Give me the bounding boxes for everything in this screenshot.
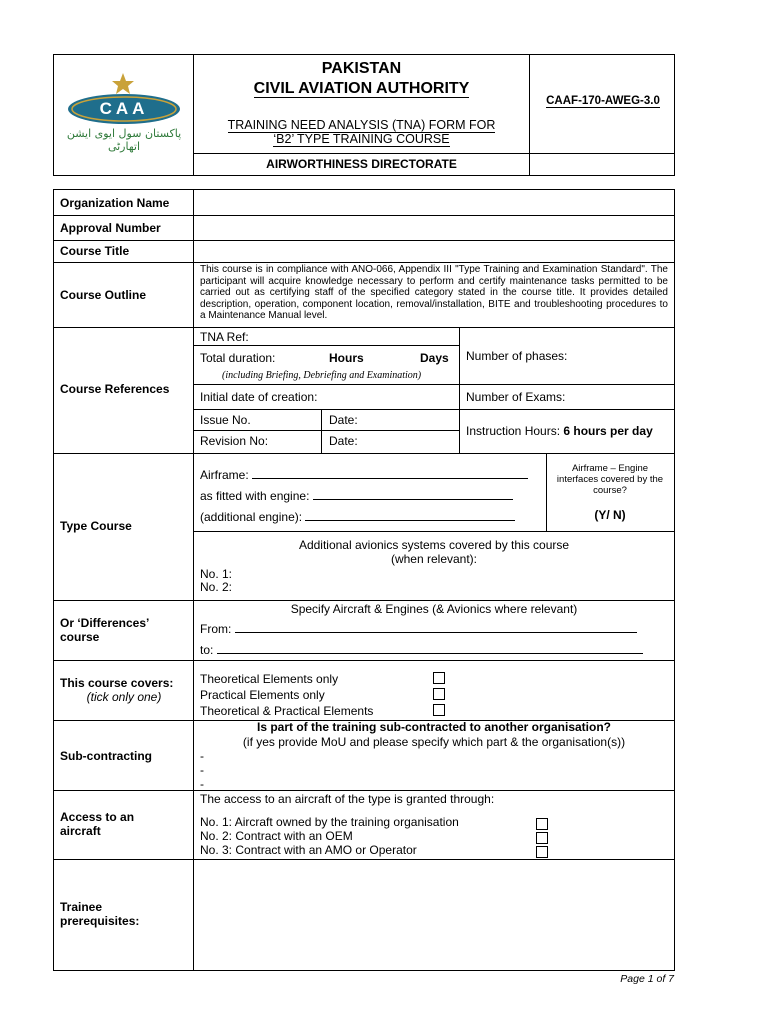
- label-org-name: Organization Name: [60, 196, 170, 210]
- subcontracting-entry-2[interactable]: -: [200, 763, 204, 777]
- document-header: [53, 54, 675, 176]
- label-differences-line1: Or ‘Differences’: [60, 616, 150, 630]
- airframe-field[interactable]: [200, 468, 528, 482]
- additional-engine-label: (additional engine):: [200, 510, 306, 524]
- label-type-course: Type Course: [60, 519, 132, 533]
- revision-no: Revision No:: [200, 434, 269, 448]
- access-item-2: No. 2: Contract with an OEM: [200, 829, 353, 843]
- duration-note: (including Briefing, Debriefing and Examination): [222, 370, 422, 381]
- subcontracting-entry-3[interactable]: -: [200, 777, 204, 791]
- issue-date: Date:: [329, 413, 358, 427]
- total-duration: Total duration:: [200, 351, 276, 365]
- days-label: Days: [420, 351, 449, 365]
- label-trainee-prerequisites: [60, 900, 139, 928]
- label-trainee-line2: prerequisites:: [60, 914, 140, 928]
- covers-note: (tick only one): [86, 690, 162, 704]
- covers-item-theoretical: Theoretical Elements only: [200, 672, 339, 686]
- input-course-title[interactable]: [194, 241, 674, 262]
- avionics-no1[interactable]: No. 1:: [200, 567, 233, 581]
- label-course-title: Course Title: [60, 244, 130, 258]
- fitted-engine-field[interactable]: [200, 489, 513, 503]
- input-org-name[interactable]: [194, 190, 674, 215]
- avionics-line2: (when relevant):: [390, 552, 478, 566]
- fitted-engine-label: as fitted with engine:: [200, 489, 313, 503]
- caa-logo: [64, 69, 184, 159]
- covers-item-practical: Practical Elements only: [200, 688, 325, 702]
- title-pakistan: PAKISTAN: [321, 60, 402, 77]
- avionics-line1: Additional avionics systems covered by this course: [298, 538, 570, 552]
- subcontracting-entry-1[interactable]: -: [200, 749, 204, 763]
- differences-specify: Specify Aircraft & Engines (& Avionics where relevant): [290, 602, 578, 616]
- label-differences: [60, 616, 149, 644]
- subcontracting-question: Is part of the training sub-contracted to another organisation?: [256, 720, 612, 734]
- label-access-line1: Access to an: [60, 810, 135, 824]
- interfaces-question: Airframe – Engine interfaces covered by the course?: [556, 463, 664, 496]
- differences-to-field[interactable]: [200, 643, 643, 657]
- logo-emblem-text: CAA: [99, 99, 149, 118]
- subtitle-line2: ‘B2’ TYPE TRAINING COURSE: [273, 132, 450, 146]
- revision-date: Date:: [329, 434, 358, 448]
- label-access: [60, 810, 134, 838]
- subtitle-line1: TRAINING NEED ANALYSIS (TNA) FORM FOR: [227, 118, 496, 132]
- access-checkbox-1[interactable]: [536, 818, 548, 830]
- instruction-hours-value: 6 hours per day: [563, 424, 653, 438]
- additional-engine-field[interactable]: [200, 510, 515, 524]
- instruction-hours-label: Instruction Hours:: [466, 424, 564, 438]
- label-approval-number: Approval Number: [60, 221, 161, 235]
- input-approval-number[interactable]: [194, 216, 674, 240]
- title-caa: [194, 80, 529, 98]
- label-subcontracting: Sub-contracting: [60, 749, 152, 763]
- issue-no: Issue No.: [200, 413, 251, 427]
- interfaces-yn[interactable]: (Y/ N): [594, 508, 626, 522]
- label-course-references: Course References: [60, 382, 170, 396]
- differences-from-label: From:: [200, 622, 235, 636]
- access-item-3: No. 3: Contract with an AMO or Operator: [200, 843, 417, 857]
- page-number: Page 1 of 7: [620, 973, 674, 985]
- course-outline-text: This course is in compliance with ANO-066, Appendix III "Type Training and Examination Standard". The participant will acquire knowledge necessary to perform and certify maintenance tasks permitted to be carried out as certifying staff of the specified category stated in the course title. It provides detailed description, operation, component location, removal/installation, BITE and troubleshooting procedures to a Maintenance Manual level.: [200, 264, 668, 322]
- logo-urdu-text: پاکستان سول ایوی ایشن اتھارٹی: [66, 127, 182, 153]
- doc-code-text: CAAF-170-AWEG-3.0: [546, 95, 660, 107]
- label-covers: This course covers:: [60, 676, 174, 690]
- differences-from-field[interactable]: [200, 622, 637, 636]
- differences-to-label: to:: [200, 643, 217, 657]
- label-differences-line2: course: [60, 630, 100, 644]
- access-checkbox-3[interactable]: [536, 846, 548, 858]
- hours-label: Hours: [329, 351, 364, 365]
- number-of-exams: Number of Exams:: [466, 390, 566, 404]
- tna-form-table: [53, 189, 675, 971]
- airframe-label: Airframe:: [200, 468, 253, 482]
- access-checkbox-2[interactable]: [536, 832, 548, 844]
- instruction-hours: [466, 424, 653, 438]
- covers-checkbox-theoretical[interactable]: [433, 672, 445, 684]
- number-of-phases: Number of phases:: [466, 349, 568, 363]
- subtitle: [194, 118, 529, 146]
- subcontracting-note: (if yes provide MoU and please specify which part & the organisation(s)): [242, 735, 626, 749]
- title-caa-text: CIVIL AVIATION AUTHORITY: [253, 80, 470, 97]
- access-item-1: No. 1: Aircraft owned by the training organisation: [200, 815, 459, 829]
- covers-item-both: Theoretical & Practical Elements: [200, 704, 374, 718]
- initial-date: Initial date of creation:: [200, 390, 318, 404]
- label-course-outline: Course Outline: [60, 288, 147, 302]
- directorate: AIRWORTHINESS DIRECTORATE: [266, 157, 457, 171]
- covers-checkbox-both[interactable]: [433, 704, 445, 716]
- label-trainee-line1: Trainee: [60, 900, 103, 914]
- star-icon: [112, 73, 134, 94]
- access-intro: The access to an aircraft of the type is granted through:: [200, 792, 495, 806]
- tna-ref: TNA Ref:: [200, 330, 249, 344]
- label-access-line2: aircraft: [60, 824, 101, 838]
- input-trainee-prerequisites[interactable]: [194, 860, 674, 970]
- doc-code: [530, 95, 676, 107]
- avionics-no2[interactable]: No. 2:: [200, 580, 233, 594]
- covers-checkbox-practical[interactable]: [433, 688, 445, 700]
